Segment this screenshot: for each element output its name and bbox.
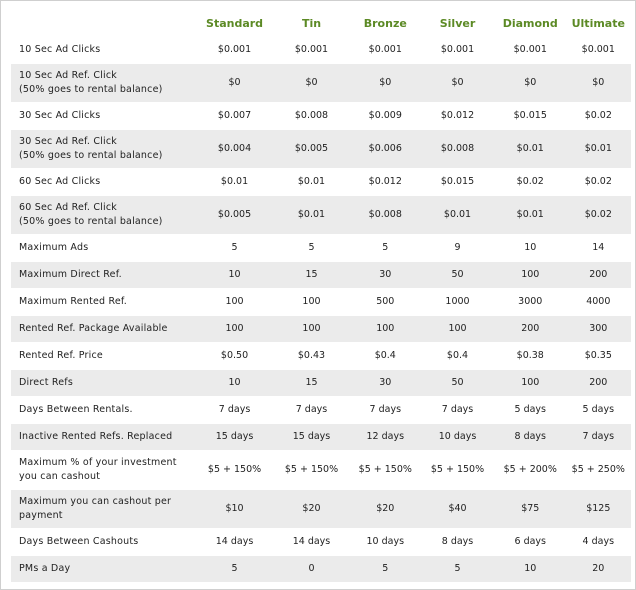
column-header-feature: [11, 10, 197, 37]
row-label-line: Maximum Ads: [19, 242, 89, 253]
plan-value-cell: $0.004: [197, 130, 273, 169]
row-label-line: 10 Sec Ad Clicks: [19, 44, 101, 55]
header-row: [11, 10, 631, 37]
plan-value-cell: $0.015: [495, 103, 566, 130]
row-label-line: 30 Sec Ad Clicks: [19, 110, 101, 121]
plan-value-cell: $0.50: [197, 343, 273, 370]
column-header-standard: Standard: [197, 10, 273, 37]
plan-value-cell: 100: [495, 262, 566, 289]
row-label-line: Maximum you can cashout per: [19, 496, 172, 507]
table-row: [11, 103, 631, 130]
plan-value-cell: 30: [351, 370, 421, 397]
plan-value-cell: $5 + 150%: [351, 451, 421, 490]
plan-value-cell: 5: [197, 235, 273, 262]
row-label-line: Maximum Rented Ref.: [19, 296, 127, 307]
plan-value-cell: 30: [351, 262, 421, 289]
plan-value-cell: $20: [351, 490, 421, 529]
plan-value-cell: 7 days: [197, 397, 273, 424]
plan-value-cell: $0.012: [351, 169, 421, 196]
plan-value-cell: 10 days: [351, 529, 421, 556]
table-row: [11, 37, 631, 64]
table-body: [11, 37, 631, 583]
plan-value-cell: $0.008: [272, 103, 350, 130]
plan-value-cell: $125: [566, 490, 631, 529]
table-row: [11, 424, 631, 451]
plan-value-cell: $0.001: [495, 37, 566, 64]
plan-value-cell: $0.01: [495, 196, 566, 235]
plan-value-cell: 8 days: [420, 529, 495, 556]
plan-value-cell: 100: [351, 316, 421, 343]
plan-value-cell: 20: [566, 556, 631, 583]
table-row: [11, 397, 631, 424]
table-row: [11, 169, 631, 196]
column-header-ultimate: Ultimate: [566, 10, 631, 37]
plan-value-cell: 5: [351, 235, 421, 262]
table-row: [11, 490, 631, 529]
row-label: [11, 103, 197, 130]
plan-value-cell: 9: [420, 235, 495, 262]
plan-value-cell: 5: [197, 556, 273, 583]
row-label: [11, 490, 197, 529]
row-label-line: Rented Ref. Package Available: [19, 323, 168, 334]
plan-value-cell: $75: [495, 490, 566, 529]
plan-value-cell: 15 days: [197, 424, 273, 451]
row-label: [11, 37, 197, 64]
plan-value-cell: 10: [495, 556, 566, 583]
plan-value-cell: 3000: [495, 289, 566, 316]
row-label: [11, 529, 197, 556]
plan-value-cell: $0.02: [566, 103, 631, 130]
plan-value-cell: $0.005: [197, 196, 273, 235]
table-row: [11, 262, 631, 289]
plan-value-cell: 14: [566, 235, 631, 262]
plan-value-cell: $0.43: [272, 343, 350, 370]
row-label: [11, 556, 197, 583]
plan-value-cell: $0.015: [420, 169, 495, 196]
plan-value-cell: $0: [566, 64, 631, 103]
plan-value-cell: $20: [272, 490, 350, 529]
row-label-line: (50% goes to rental balance): [19, 84, 163, 95]
row-label-line: Days Between Rentals.: [19, 404, 133, 415]
plan-value-cell: 100: [495, 370, 566, 397]
row-label-line: (50% goes to rental balance): [19, 216, 163, 227]
plan-value-cell: $0.02: [566, 196, 631, 235]
plan-value-cell: $5 + 150%: [272, 451, 350, 490]
plan-value-cell: $5 + 150%: [197, 451, 273, 490]
plan-value-cell: $0.007: [197, 103, 273, 130]
plan-value-cell: 0: [272, 556, 350, 583]
plan-value-cell: 100: [420, 316, 495, 343]
plan-value-cell: $0.01: [420, 196, 495, 235]
plan-value-cell: $5 + 200%: [495, 451, 566, 490]
plan-value-cell: 12 days: [351, 424, 421, 451]
table-row: [11, 556, 631, 583]
plan-value-cell: 10 days: [420, 424, 495, 451]
plan-value-cell: 7 days: [420, 397, 495, 424]
plan-value-cell: 100: [272, 316, 350, 343]
column-header-diamond: Diamond: [495, 10, 566, 37]
row-label: [11, 64, 197, 103]
row-label: [11, 196, 197, 235]
plan-value-cell: $0.35: [566, 343, 631, 370]
plan-value-cell: $0.006: [351, 130, 421, 169]
table-row: [11, 235, 631, 262]
plan-value-cell: 5 days: [495, 397, 566, 424]
plan-value-cell: $5 + 250%: [566, 451, 631, 490]
plan-value-cell: $0.01: [197, 169, 273, 196]
column-header-bronze: Bronze: [351, 10, 421, 37]
plan-value-cell: 10: [197, 262, 273, 289]
plan-value-cell: $0.005: [272, 130, 350, 169]
plan-value-cell: 200: [566, 262, 631, 289]
table-row: [11, 529, 631, 556]
row-label-line: you can cashout: [19, 471, 101, 482]
plan-value-cell: $0.01: [495, 130, 566, 169]
membership-comparison-table: [11, 10, 631, 583]
table-row: [11, 64, 631, 103]
row-label-line: Maximum % of your investment: [19, 457, 177, 468]
plan-value-cell: 5: [351, 556, 421, 583]
row-label-line: PMs a Day: [19, 563, 71, 574]
plan-value-cell: $0.01: [566, 130, 631, 169]
plan-value-cell: 14 days: [272, 529, 350, 556]
plan-value-cell: 200: [495, 316, 566, 343]
plan-value-cell: 1000: [420, 289, 495, 316]
plan-value-cell: $0.02: [566, 169, 631, 196]
row-label: [11, 370, 197, 397]
row-label: [11, 169, 197, 196]
plan-value-cell: $0.4: [351, 343, 421, 370]
row-label-line: Maximum Direct Ref.: [19, 269, 122, 280]
plan-value-cell: 300: [566, 316, 631, 343]
plan-value-cell: 50: [420, 370, 495, 397]
plan-value-cell: $0.001: [351, 37, 421, 64]
row-label-line: payment: [19, 510, 63, 521]
plan-value-cell: $0.01: [272, 196, 350, 235]
plan-value-cell: $0.008: [420, 130, 495, 169]
plan-value-cell: $0: [197, 64, 273, 103]
plan-value-cell: $0.001: [420, 37, 495, 64]
plan-value-cell: $0: [495, 64, 566, 103]
plan-value-cell: $0.012: [420, 103, 495, 130]
table-row: [11, 343, 631, 370]
row-label: [11, 262, 197, 289]
plan-value-cell: $5 + 150%: [420, 451, 495, 490]
table-row: [11, 370, 631, 397]
row-label-line: Days Between Cashouts: [19, 536, 139, 547]
plan-value-cell: $0.009: [351, 103, 421, 130]
row-label-line: 60 Sec Ad Clicks: [19, 176, 101, 187]
plan-value-cell: $10: [197, 490, 273, 529]
plan-value-cell: 5: [272, 235, 350, 262]
plan-value-cell: 7 days: [351, 397, 421, 424]
row-label: [11, 343, 197, 370]
column-header-tin: Tin: [272, 10, 350, 37]
plan-value-cell: 7 days: [566, 424, 631, 451]
row-label-line: Rented Ref. Price: [19, 350, 103, 361]
row-label: [11, 235, 197, 262]
plan-value-cell: 100: [197, 289, 273, 316]
row-label-line: 10 Sec Ad Ref. Click: [19, 70, 117, 81]
plan-value-cell: 15 days: [272, 424, 350, 451]
plan-value-cell: 8 days: [495, 424, 566, 451]
row-label-line: Inactive Rented Refs. Replaced: [19, 431, 173, 442]
plan-value-cell: $0.38: [495, 343, 566, 370]
row-label: [11, 424, 197, 451]
table-row: [11, 316, 631, 343]
plan-value-cell: $0.001: [272, 37, 350, 64]
plan-value-cell: 5: [420, 556, 495, 583]
row-label: [11, 289, 197, 316]
plan-value-cell: 5 days: [566, 397, 631, 424]
plan-value-cell: $0: [351, 64, 421, 103]
plan-value-cell: 50: [420, 262, 495, 289]
row-label-line: 30 Sec Ad Ref. Click: [19, 136, 117, 147]
plan-value-cell: 7 days: [272, 397, 350, 424]
plan-value-cell: $0.01: [272, 169, 350, 196]
row-label-line: (50% goes to rental balance): [19, 150, 163, 161]
plan-value-cell: $0.001: [197, 37, 273, 64]
plan-value-cell: 10: [197, 370, 273, 397]
plan-value-cell: 15: [272, 370, 350, 397]
plan-value-cell: $0.001: [566, 37, 631, 64]
plan-value-cell: $0.008: [351, 196, 421, 235]
plan-value-cell: 6 days: [495, 529, 566, 556]
plan-value-cell: 15: [272, 262, 350, 289]
row-label: [11, 316, 197, 343]
row-label-line: Direct Refs: [19, 377, 73, 388]
table-row: [11, 451, 631, 490]
plan-value-cell: 14 days: [197, 529, 273, 556]
plan-value-cell: 200: [566, 370, 631, 397]
plan-value-cell: $0.4: [420, 343, 495, 370]
table-row: [11, 289, 631, 316]
row-label-line: 60 Sec Ad Ref. Click: [19, 202, 117, 213]
plan-value-cell: 4 days: [566, 529, 631, 556]
plan-value-cell: $40: [420, 490, 495, 529]
plan-value-cell: 100: [272, 289, 350, 316]
table-row: [11, 196, 631, 235]
plan-value-cell: $0: [420, 64, 495, 103]
column-header-silver: Silver: [420, 10, 495, 37]
table-row: [11, 130, 631, 169]
plan-value-cell: 4000: [566, 289, 631, 316]
plan-value-cell: 100: [197, 316, 273, 343]
row-label: [11, 397, 197, 424]
plan-value-cell: $0: [272, 64, 350, 103]
row-label: [11, 130, 197, 169]
plan-value-cell: 10: [495, 235, 566, 262]
row-label: [11, 451, 197, 490]
plan-value-cell: 500: [351, 289, 421, 316]
plan-value-cell: $0.02: [495, 169, 566, 196]
